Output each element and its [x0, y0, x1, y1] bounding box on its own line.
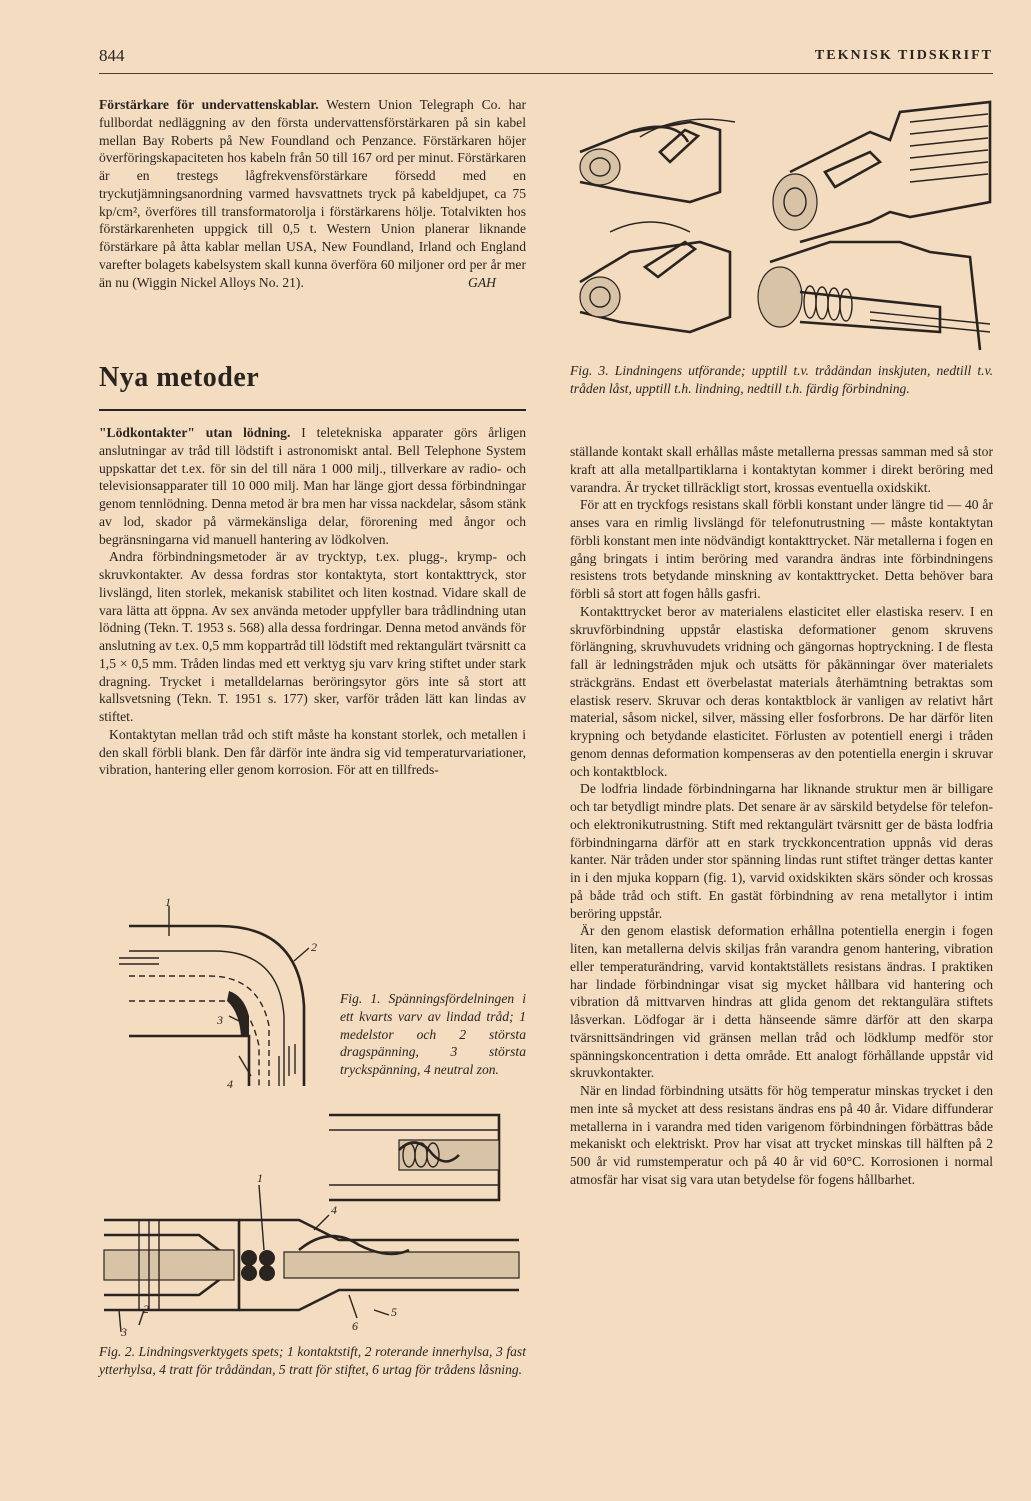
news-paragraph [99, 96, 526, 291]
article-paragraph: Kontakttrycket beror av materialens elasticitet eller elastiska reserv. I en skruvförbindning uppstår elastiska deformationer genom skruvens förlängning, skruvhuvudets vridning och gängornas hoptryckning. I de flesta fall är ledningstråden mjuk och utsätts för påkänningar över materialets sträckgräns. Endast ett överbelastat materials återhämtning betraktas som elastisk reserv. Skruvar och deras kontaktblock är vanligen av relativt hårt material, såsom nickel, silver, mässing eller fosforbrons. De har därför liten krypning och betydande elasticitet. Förlusten av potentiell energi i tråden genom dennas deformation kompenseras av den potentiella energin i skruvar och kontaktblock. [570, 603, 993, 779]
news-text: Western Union Telegraph Co. har fullbordat nedläggning av den första undervattensförstärkaren på sin kabel mellan Bay Roberts på New Foundland och Penzance. Förstärkaren höjer överföringskapaciteten hos kabeln från 50 till 167 ord per minut. Förstärkaren är en trestegs lågfrekvensförstärkare försedd med en tryckutjämningsanordning varmed havsvattnets tryck på kabeldjupet, ca 75 kp/cm², överföres till transformatorolja i förstärkarens hölje. Totalvikten hos förstärkarenheten uppgick till 0,5 t. Western Union planerar liknande förstärkare på åtta kablar mellan USA, New Foundland, Irland och England varefter bolagets kabelsystem skall kunna överföra 60 miljoner ord per år mer än nu (Wiggin Nickel Alloys No. 21). [99, 97, 527, 290]
figure-1-caption: Fig. 1. Spänningsfördelningen i ett kvarts varv av lindad tråd; 1 medelstor och 2 största dragspänning, 3 största tryckspänning, 4 neutral zon. [340, 991, 526, 1078]
header-rule [99, 73, 993, 74]
figure-2-drawing [99, 1110, 526, 1338]
section-title: Nya metoder [99, 362, 260, 393]
figure-2-label: 1 [257, 1171, 263, 1185]
article-left-column [99, 424, 526, 779]
article-paragraph: För att en tryckfogs resistans skall förbli konstant under längre tid — 40 år anses vara en rimlig livslängd för telefonutrustning — måste kontaktytan förbli konstant men inte nödvändigt kontakttrycket. När metallerna i fogen en gång bringats i intim beröring med varandra ändras inte förbindningens resistens trots betydande minskning av kontakttrycket. Detta behöver bara förbli så stort att fogen hålls gasfri. [570, 497, 993, 601]
figure-1-label: 1 [165, 896, 171, 909]
figure-2-label: 4 [331, 1203, 337, 1217]
figure-2-caption: Fig. 2. Lindningsverktygets spets; 1 kontaktstift, 2 roterande innerhylsa, 3 fast ytterhylsa, 4 tratt för trådändan, 5 tratt för stiftet, 6 urtag för trådens låsning. [99, 1344, 526, 1377]
article-paragraph: De lodfria lindade förbindningarna har liknande struktur men är billigare och tar betydligt mindre plats. Det senare är av särskild betydelse för telefon- och elektronikutrustning. Stift med rektangulärt tvärsnitt ger de bästa lodfria förbindningarna därför att en stark tryckkoncentration uppnås vid deras kanter. När tråden under stor spänning lindas runt stiftet tränger dettas kanter in i den mjuka kopparn (fig. 1), varvid oxidskikten skärs sönder och krossas på både tråd och stift. En gastät förbindning av rena metallytor i intim beröring uppstår. [570, 781, 993, 921]
figure-1-label: 2 [311, 940, 317, 954]
figure-1-drawing [99, 896, 339, 1096]
article-paragraph: Är den genom elastisk deformation erhållna potentiella energin i fogen liten, kan metallerna delvis skiljas från varandra genom hantering, vibration eller temperaturändring, varvid kontaktställets resistans ändras. I praktiken har lindade förbindningar visat sig mycket hållbara vid hantering och vibration då mittvarven hindras att glida genom det rektangulära stiftets låsverkan. Lödfogar är i detta hänseende sämre därför att den skarpa tvärsnittsändringen vid gränsen mellan tråd och lödklump medför stor spänningskoncentration i detta område. Ett analogt förhållande uppstår vid skruvkontakter. [570, 923, 993, 1081]
article-paragraph: ställande kontakt skall erhållas måste metallerna pressas samman med så stor kraft att alla metallpartiklarna i kontaktytan kommer i direkt beröring med varandra. Är trycket tillräckligt stort, krossas eventuella oxidskikt. [570, 444, 993, 495]
figure-2-label: 3 [121, 1325, 127, 1338]
article-right-column [570, 443, 993, 1189]
article-paragraph: När en lindad förbindning utsätts för hög temperatur minskas trycket i den men inte så mycket att dess resistans ändras ens på 40 år. Vidare diffunderar metallerna in i varandra med tiden varigenom förbindningen förbättras både mekaniskt och elektriskt. Prov har visat att trycket minskas till hälften på 2 500 år vid rumstemperatur och på 40 år vid 60°C. Korrosionen i normal atmosfär har visat sig vara utan betydelse för fogens hållbarhet. [570, 1083, 993, 1187]
article-paragraph: "Lödkontakter" utan lödning. I teletekniska apparater görs årligen anslutningar av tråd till lödstift i astronomiskt antal. Bell Telephone System uppskattar det t.ex. för sin del till nära 1 000 milj., tillverkare av radio- och televisionsapparater till 10 000 milj. Man har länge gjort dessa förbindningar genom tennlödning. Denna metod är bra men har vissa nackdelar, såsom stänk av lod, skador på värmekänsliga delar, förorening med ångor och begränsningarna vid manuell hantering av lödkolven. [99, 425, 526, 547]
news-column [99, 96, 526, 291]
section-rule [99, 409, 526, 411]
figure-2-label: 2 [143, 1302, 149, 1316]
figure-2-label: 6 [352, 1319, 358, 1333]
figure-1-label: 4 [227, 1077, 233, 1091]
news-signature: GAH [468, 274, 496, 290]
figure-3-drawing [570, 92, 993, 350]
journal-title: TEKNISK TIDSKRIFT [814, 48, 993, 63]
article-paragraph: Kontaktytan mellan tråd och stift måste ha konstant storlek, och metallen i den skall förbli blank. Den får därför inte ändra sig vid temperaturvariationer, vibration, hantering eller genom korrosion. För att en tillfreds- [99, 726, 526, 778]
figure-1 [99, 896, 339, 1096]
page-number: 844 [99, 46, 125, 65]
figure-2 [99, 1110, 526, 1338]
figure-3 [570, 92, 993, 350]
figure-2-label: 5 [391, 1305, 397, 1319]
news-lead: Förstärkare för undervattenskablar. [99, 97, 319, 112]
figure-1-label: 3 [217, 1013, 223, 1027]
figure-3-caption: Fig. 3. Lindningens utförande; upptill t.v. trådändan inskjuten, nedtill t.v. tråden låst, upptill t.h. lindning, nedtill t.h. färdig förbindning. [570, 363, 993, 396]
article-lead: "Lödkontakter" utan lödning. [99, 425, 291, 440]
article-paragraph: Andra förbindningsmetoder är av trycktyp, t.ex. plugg-, krymp- och skruvkontakter. Av dessa fordras stor kontaktyta, stort kontakttryck, stor livslängd, liten storlek, mekanisk stabilitet och liten kostnad. Vidare skall de vara lätta att öppna. Av sex använda metoder uppfyller bara trådlindning utan lödning (Tekn. T. 1953 s. 568) alla dessa fordringar. Denna metod används för anslutning av t.ex. 0,5 mm koppartråd till lödstift med rektangulärt tvärsnitt ca 1,5 × 0,5 mm. Tråden lindas med ett verktyg sju varv kring stiftet under stark dragning. Trycket i metalldelarnas beröringsytor görs inte så stort att kallsvetsning (Tekn. T. 1951 s. 177) sker, varför tråden lätt kan lindas av stiftet. [99, 549, 526, 724]
